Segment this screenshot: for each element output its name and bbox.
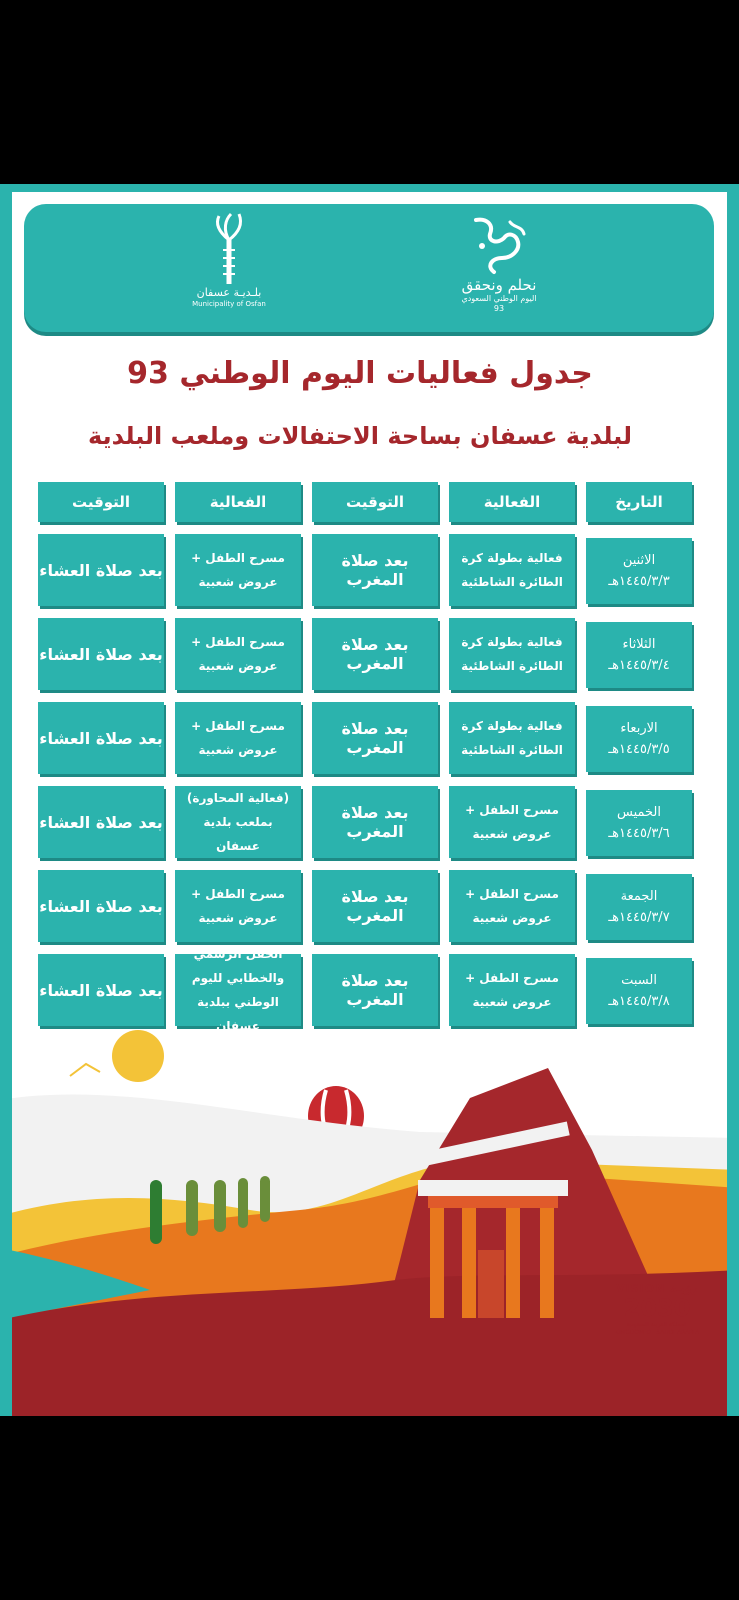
row-event-2: مسرح الطفل + عروض شعبية [175,618,301,690]
table-row-date [586,622,692,688]
row-time-1: بعد صلاة المغرب [312,870,438,942]
table-row-date [586,958,692,1024]
table-row-date [586,706,692,772]
row-day: الثلاثاء [622,637,656,652]
vision-label: VISION رؤيـة [616,1282,698,1295]
national-day-logo [424,214,574,314]
municipality-name-en: Municipality of Osfan [192,300,266,308]
row-day: الخميس [617,805,661,820]
row-time-2: بعد صلاة العشاء [38,618,164,690]
vision-kingdom-ar: المملكة العربية السعودية [626,1321,688,1328]
row-date: ١٤٤٥/٣/٥هـ [608,742,670,757]
row-time-1: بعد صلاة المغرب [312,786,438,858]
row-event-1: مسرح الطفل + عروض شعبية [449,786,575,858]
bird-icon [70,1064,100,1076]
row-event-2: الحفل الرسمي والخطابي لليوم الوطني ببلدية عسفان [175,954,301,1026]
row-time-1: بعد صلاة المغرب [312,534,438,606]
header-event-1: الفعالية [449,482,575,522]
vision-2030-logo [612,1282,702,1337]
row-time-1: بعد صلاة المغرب [312,618,438,690]
row-time-1: بعد صلاة المغرب [312,702,438,774]
row-date: ١٤٤٥/٣/٨هـ [608,994,670,1009]
row-event-2: (فعالية المحاورة) بملعب بلدية عسفان [175,786,301,858]
row-event-1: مسرح الطفل + عروض شعبية [449,954,575,1026]
row-day: الجمعة [620,889,658,904]
header-banner [24,204,714,332]
row-date: ١٤٤٥/٣/٧هـ [608,910,670,925]
vision-year: 2030 [623,1294,691,1322]
row-event-2: مسرح الطفل + عروض شعبية [175,534,301,606]
page-subtitle: لبلدية عسفان بساحة الاحتفالات وملعب البلدية [88,422,632,450]
table-row-date [586,874,692,940]
header-time-1: التوقيت [312,482,438,522]
landscape-illustration [0,1020,739,1416]
row-event-1: فعالية بطولة كرة الطائرة الشاطئية [449,618,575,690]
municipality-palm-icon [209,210,249,286]
table-row-date [586,538,692,604]
vision-kingdom-en: KINGDOM OF SAUDI ARABIA [614,1329,700,1336]
row-event-2: مسرح الطفل + عروض شعبية [175,870,301,942]
row-time-2: بعد صلاة العشاء [38,954,164,1026]
events-table [38,482,704,1032]
municipality-logo [154,210,304,309]
row-time-2: بعد صلاة العشاء [38,534,164,606]
poster [0,184,739,1416]
national-day-calligraphy-icon [464,214,534,276]
row-time-2: بعد صلاة العشاء [38,786,164,858]
row-event-1: فعالية بطولة كرة الطائرة الشاطئية [449,534,575,606]
row-time-2: بعد صلاة العشاء [38,870,164,942]
national-day-subtitle: اليوم الوطني السعودي [461,294,537,303]
row-day: الاربعاء [620,721,658,736]
page-title: جدول فعاليات اليوم الوطني 93 [127,356,593,391]
national-day-title: نحلم ونحقق [461,276,537,294]
sun-icon [112,1030,164,1082]
row-date: ١٤٤٥/٣/٦هـ [608,826,670,841]
header-time-2: التوقيت [38,482,164,522]
municipality-name-ar: بلـديـة عسفان [196,286,262,299]
table-row-date [586,790,692,856]
row-date: ١٤٤٥/٣/٤هـ [608,658,670,673]
row-day: الاثنين [622,553,656,568]
row-event-1: مسرح الطفل + عروض شعبية [449,870,575,942]
header-date: التاريخ [586,482,692,522]
row-time-1: بعد صلاة المغرب [312,954,438,1026]
header-event-2: الفعالية [175,482,301,522]
national-day-number: 93 [493,304,505,313]
row-day: السبت [621,973,657,988]
row-date: ١٤٤٥/٣/٣هـ [608,574,670,589]
row-event-1: فعالية بطولة كرة الطائرة الشاطئية [449,702,575,774]
row-time-2: بعد صلاة العشاء [38,702,164,774]
row-event-2: مسرح الطفل + عروض شعبية [175,702,301,774]
